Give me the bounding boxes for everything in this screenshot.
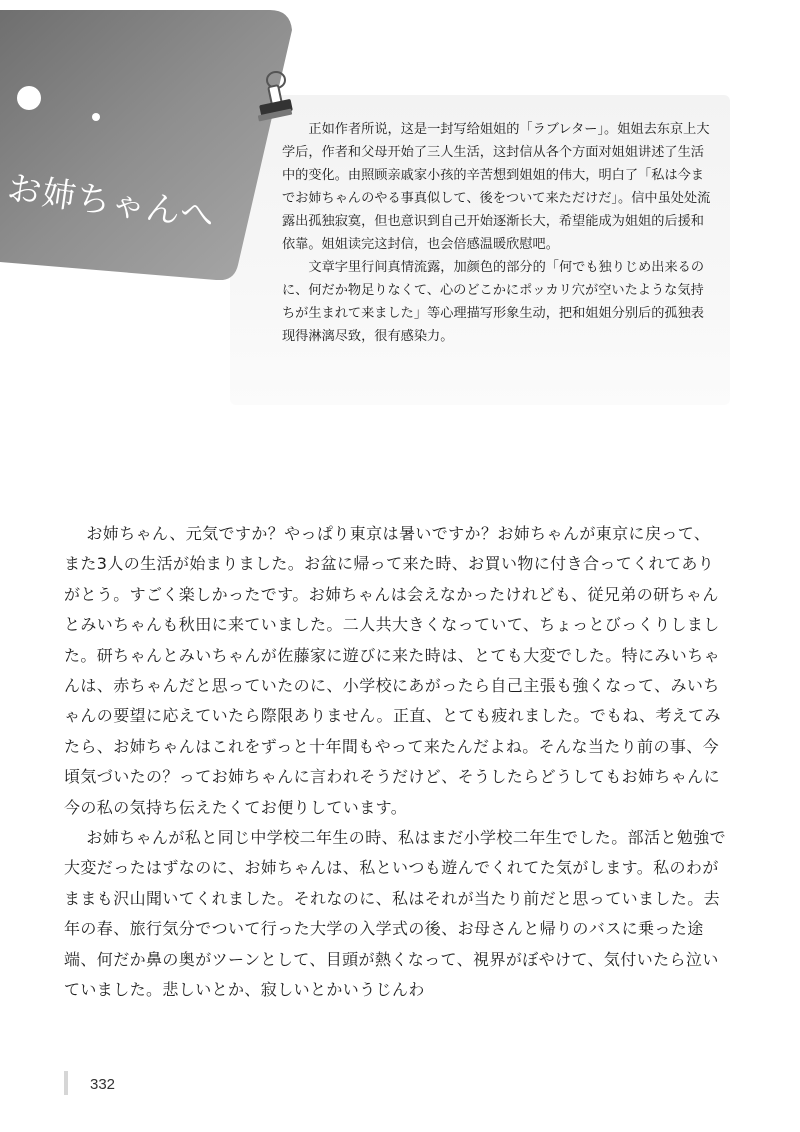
page-title: お姉ちゃんへ	[4, 168, 218, 237]
decorative-dot-icon	[17, 86, 41, 110]
body-paragraph: お姉ちゃん、元気ですか？やっぱり東京は暑いですか？お姉ちゃんが東京に戻って、また3人の生活が始まりました。お盆に帰って来た時、お買い物に付き合ってくれてありがとう。すごく楽しかったです。お姉ちゃんは会えなかったけれども、従兄弟の研ちゃんとみいちゃんも秋田に来ていました。二人共大きくなっていて、ちょっとびっくりしました。研ちゃんとみいちゃんが佐藤家に遊びに来た時は、とても大変でした。特にみいちゃんは、赤ちゃんだと思っていたのに、小学校にあがったら自己主張も強くなって、みいちゃんの要望に応えていたら際限ありません。正直、とても疲れました。でもね、考えてみたら、お姉ちゃんはこれをずっと十年間もやって来たんだよね。そんな当たり前の事、今頃気づいたの？ってお姉ちゃんに言われそうだけど、そうしたらどうしてもお姉ちゃんに今の私の気持ち伝えたくてお便りしています。	[64, 524, 721, 817]
intro-commentary	[282, 118, 712, 348]
letter-body	[64, 519, 726, 1006]
page-number-bar	[64, 1071, 68, 1095]
decorative-dot-icon	[92, 113, 100, 121]
title-panel-shape	[0, 10, 300, 280]
title-panel	[0, 10, 300, 280]
body-paragraph: お姉ちゃんが私と同じ中学校二年生の時、私はまだ小学校二年生でした。部活と勉強で大変だったはずなのに、お姉ちゃんは、私といつも遊んでくれてた気がします。私のわがままも沢山聞いてくれました。それなのに、私はそれが当たり前だと思っていました。去年の春、旅行気分でついて行った大学の入学式の後、お母さんと帰りのバスに乗った途端、何だか鼻の奥がツーンとして、目頭が熱くなって、視界がぼやけて、気付いたら泣いていました。悲しいとか、寂しいとかいうじんわ	[64, 828, 726, 1000]
page-number: 332	[90, 1076, 116, 1093]
intro-paragraph: 正如作者所说，这是一封写给姐姐的「ラブレター」。姐姐去东京上大学后，作者和父母开始了三人生活，这封信从各个方面对姐姐讲述了生活中的变化。由照顾亲戚家小孩的辛苦想到姐姐的伟大，明白了「私は今までお姉ちゃんのやる事真似して、後をついて来ただけだ」。信中虽处处流露出孤独寂寞，但也意识到自己开始逐渐长大，希望能成为姐姐的后援和依靠。姐姐读完这封信，也会倍感温暖欣慰吧。	[282, 122, 711, 252]
intro-paragraph: 文章字里行间真情流露，加颜色的部分的「何でも独りじめ出来るのに、何だか物足りなくて、心のどこかにポッカリ穴が空いたような気持ちが生まれて来ました」等心理描写形象生动，把和姐姐分别后的孤独表现得淋漓尽致，很有感染力。	[282, 260, 705, 344]
